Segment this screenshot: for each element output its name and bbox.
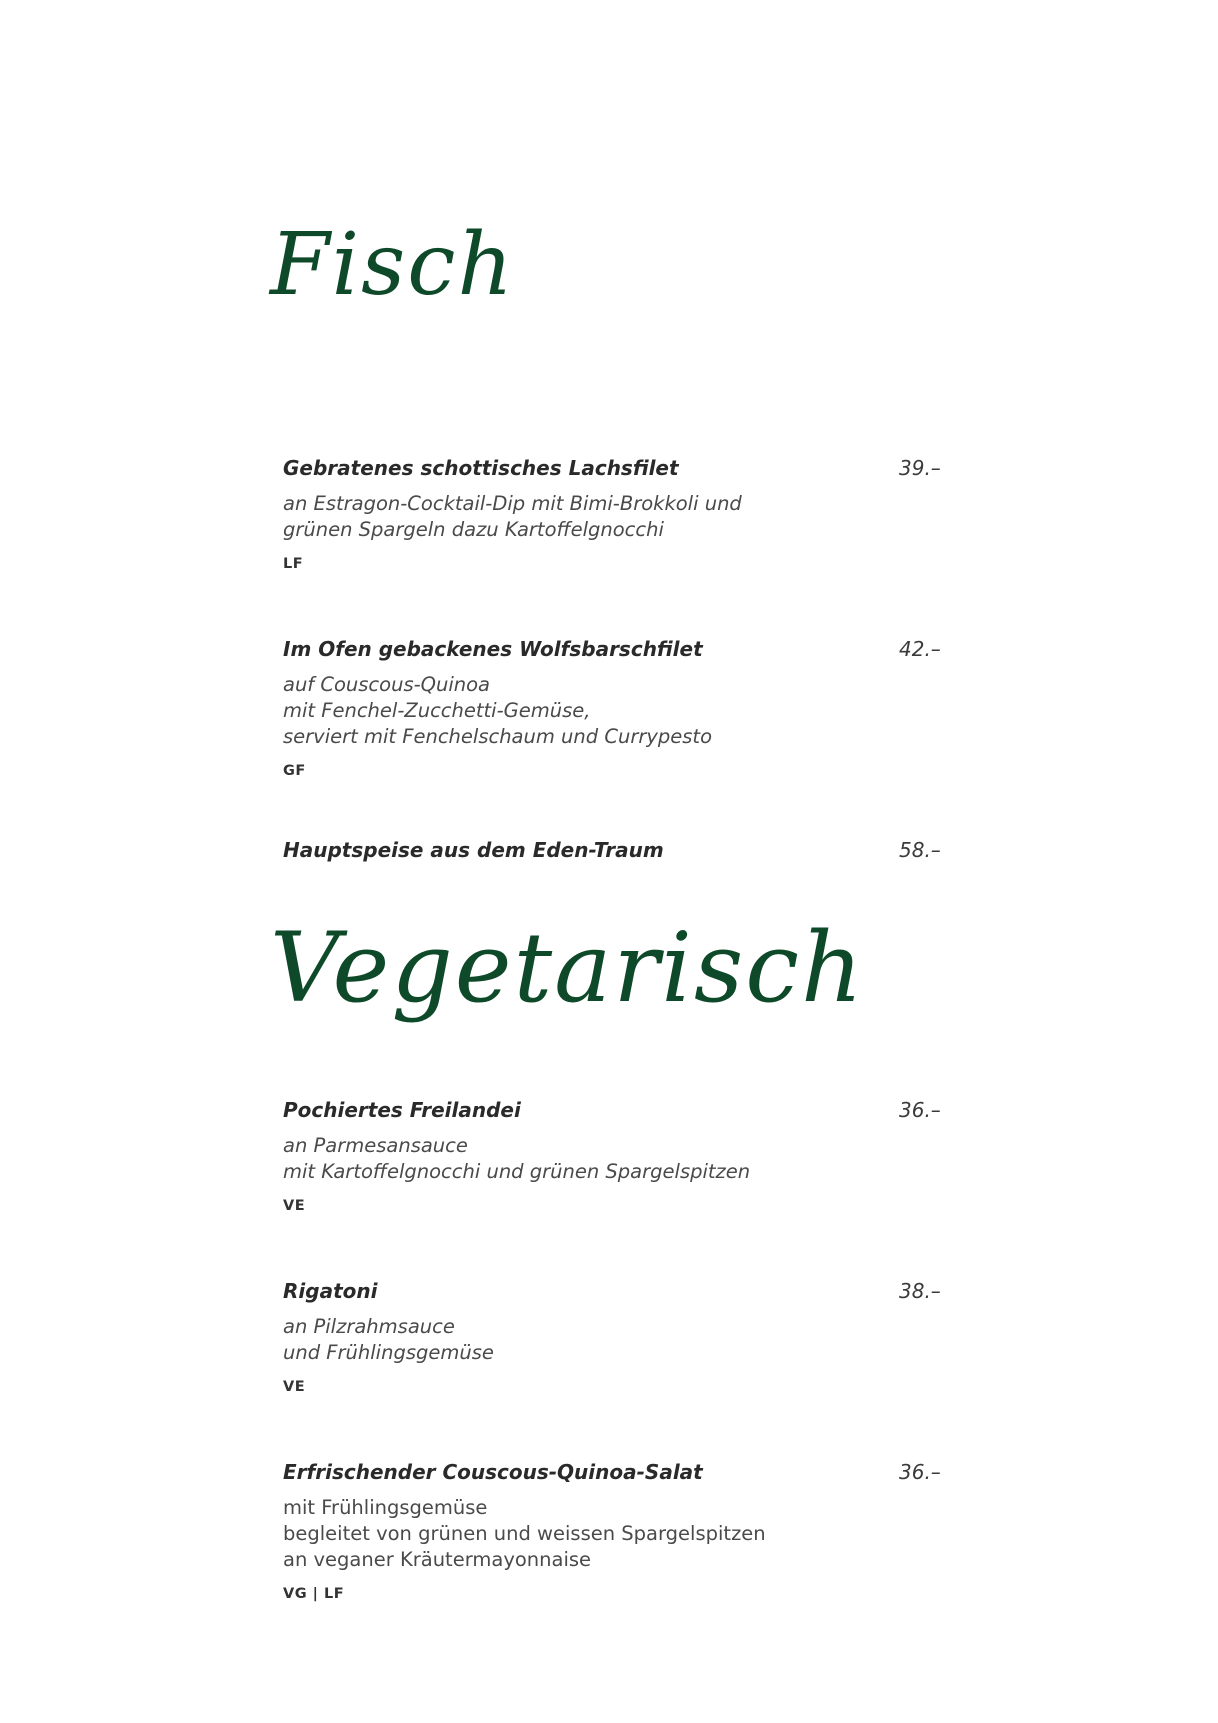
section-heading-vegetarisch: Vegetarisch bbox=[270, 912, 865, 1024]
dish-description bbox=[283, 1314, 943, 1366]
dish-description-line: grünen Spargeln dazu Kartoffelgnocchi bbox=[283, 518, 664, 541]
dish-name: Pochiertes Freilandei bbox=[283, 1098, 521, 1122]
dish-description-line: auf Couscous-Quinoa bbox=[283, 673, 491, 696]
dish-description-line: an Parmesansauce bbox=[283, 1134, 468, 1157]
dish-name: Erfrischender Couscous-Quinoa-Salat bbox=[283, 1460, 703, 1484]
dish-price: 38.– bbox=[899, 1279, 941, 1303]
dish-price: 36.– bbox=[899, 1460, 941, 1484]
dish-description-line: an Estragon-Cocktail-Dip mit Bimi-Brokkoli und bbox=[283, 492, 742, 515]
dish-description-line: mit Fenchel-Zucchetti-Gemüse, bbox=[283, 699, 591, 722]
dish-description-line: mit Kartoffelgnocchi und grünen Spargelspitzen bbox=[283, 1160, 751, 1183]
dietary-tag: VG | LF bbox=[283, 1586, 345, 1602]
dish-name: Rigatoni bbox=[283, 1279, 378, 1303]
dish-description-line: mit Frühlingsgemüse bbox=[283, 1496, 488, 1519]
dietary-tag: VE bbox=[283, 1379, 306, 1395]
dish-description-line: begleitet von grünen und weissen Spargelspitzen bbox=[283, 1522, 766, 1545]
menu-item-freilandei bbox=[283, 1098, 943, 1215]
dish-description-line: und Frühlingsgemüse bbox=[283, 1341, 494, 1364]
dietary-tag: VE bbox=[283, 1198, 306, 1214]
menu-item-wolfsbarschfilet bbox=[283, 637, 943, 780]
section-heading-fisch: Fisch bbox=[270, 215, 515, 315]
dish-description bbox=[283, 1495, 943, 1573]
dish-description-line: an Pilzrahmsauce bbox=[283, 1315, 455, 1338]
dish-name: Gebratenes schottisches Lachsfilet bbox=[283, 456, 679, 480]
menu-item-rigatoni bbox=[283, 1279, 943, 1396]
dish-price: 58.– bbox=[899, 838, 941, 862]
menu-item-lachsfilet bbox=[283, 456, 943, 573]
dish-description bbox=[283, 672, 943, 750]
menu-item-eden-traum bbox=[283, 838, 943, 862]
dish-name: Im Ofen gebackenes Wolfsbarschfilet bbox=[283, 637, 703, 661]
dietary-tag: GF bbox=[283, 763, 306, 779]
dietary-tag: LF bbox=[283, 556, 304, 572]
dish-description bbox=[283, 1133, 943, 1185]
dish-description-line: an veganer Kräutermayonnaise bbox=[283, 1548, 592, 1571]
dish-price: 36.– bbox=[899, 1098, 941, 1122]
dish-description bbox=[283, 491, 943, 543]
menu-item-couscous-salat bbox=[283, 1460, 943, 1603]
dish-price: 42.– bbox=[899, 637, 941, 661]
dish-name: Hauptspeise aus dem Eden-Traum bbox=[283, 838, 664, 862]
dish-price: 39.– bbox=[899, 456, 941, 480]
dish-description-line: serviert mit Fenchelschaum und Currypesto bbox=[283, 725, 713, 748]
